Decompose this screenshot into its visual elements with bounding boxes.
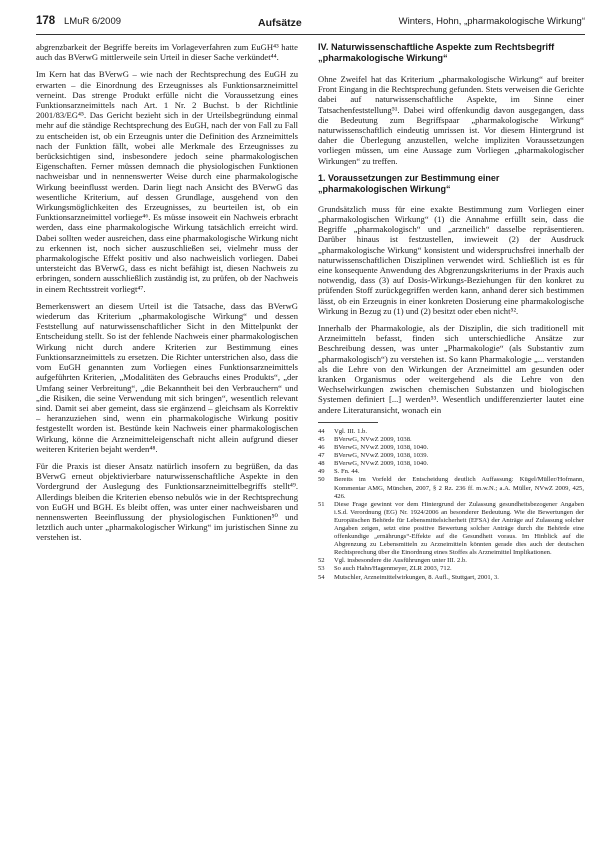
footnote-number: 45 [318,435,325,443]
footnote-number: 47 [318,452,325,460]
footnote-text: BVerwG, NVwZ 2009, 1038, 1039. [334,452,429,460]
paragraph: abgrenzbarkeit der Begriffe bereits im Vorlageverfahren zum EuGH⁴³ hatte auch das BVerwG mittlerweile sein Urteil in dieser Sache verkündet⁴⁴. [36,42,298,63]
footnote-number: 51 [318,500,325,508]
footnote-number: 50 [318,476,325,484]
footnote [318,428,584,436]
footnote-text: So auch Hahn/Hagenmeyer, ZLR 2003, 712. [334,565,452,573]
footnote-number: 46 [318,444,325,452]
paragraph: Bemerkenswert an diesem Urteil ist die Tatsache, dass das BVerwG wiederum das Kriterium „pharmakologische Wirkung“ und dessen Feststellung auf naturwissenschaftlicher Sicht in den Mittelpunkt der Entscheidung stellt. So ist der fehlende Nachweis einer pharmakologischen Wirkung nicht durch andere Kriterien zur Bestimmung eines Funktionsarzneimittels zu ersetzen. Die Richter unterstrichen also, dass die vom EuGH genannten zum Vorliegen eines Funktionsarzneimittels aufgeführten Kriterien, „Modalitäten des Gebrauchs eines Produkts“, „der Umfang seiner Verbreitung“, „die Bekanntheit bei den Verbrauchern“ und „die Risiken, die seine Verwendung mit sich bringen“, wesentlich relevant sind. Damit sei aber gemeint, dass sie ergänzend – gleichsam als Korrektiv – heranzuziehen sind, wenn ein pharmakologische Wirkung positiv festgestellt worden ist. Bestünde kein Nachweis einer pharmakologischen Wirkung, könne die Arzneimitteleigenschaft nicht allein aufgrund dieser weiteren Kriterien bejaht werden⁴⁸. [36,300,298,454]
footnote [318,574,584,582]
footnote-text: Diese Frage gewinnt vor dem Hintergrund der Zulassung gesundheitsbezogener Angaben i.S.d. Verordnung (EG) Nr. 1924/2006 an besonderer Bedeutung. Wie die Bewertungen der Europäischen Behörde für Lebensmittelsicherheit (EFSA) der Anträge auf Zulassung solcher Angaben zeigen, setzt eine positive Bewertung solcher Anträge durch die Behörde eine offenkundige „ernährungs“-Effekte auf die Gesundheit voraus. Im Hinblick auf die Abgrenzung zu Lebensmitteln zu Arzneimitteln könnten gerade dies auch der deutschen Rechtsprechung über die Einordnung eines Stoffes als Arzneimittel Implikationen. [334,500,584,557]
right-column [318,42,584,822]
footnote-text: Vgl. insbesondere die Ausführungen unter III. 2.b. [334,557,467,565]
footnote-text: BVerwG, NVwZ 2009, 1038, 1040. [334,444,429,452]
footnote [318,565,584,573]
subsection-heading: 1. Voraussetzungen zur Bestimmung einer „pharmakologischen Wirkung“ [318,172,500,194]
footnotes [318,428,584,582]
footnote-text: Mutschler, Arzneimittelwirkungen, 8. Aufl., Stuttgart, 2001, 3. [334,573,499,581]
footnote-text: Vgl. III. 1.b. [334,427,367,435]
running-head: Winters, Hohn, „pharmakologische Wirkung“ [398,16,585,27]
section-label: Aufsätze [258,17,302,29]
paragraph: Ohne Zweifel hat das Kriterium „pharmakologische Wirkung“ auf breiter Front Eingang in die Rechtsprechung gefunden. Stets verweisen die Gerichte dabei auf naturwissenschaftliche Aspekte, im Sinne einer Tatsachenfeststellung⁵¹. Dabei wird offenkundig davon ausgegangen, dass die Bedeutung zum Begriffspaar „pharmakologische Wirkung“ naturwissenschaftlich eindeutig umrissen ist. Vor diesem Hintergrund ist daher die Überlegung anzustellen, welche impliziten Voraussetzungen vorliegen müssen, um eine Aussage zum Vorliegen „pharmakologischer Wirkungen“ zu treffen. [318,74,584,166]
footnote-number: 44 [318,427,325,435]
footnote-number: 48 [318,460,325,468]
footnote-number: 54 [318,573,325,581]
left-column [36,42,298,822]
footnote-number: 49 [318,468,325,476]
footnote [318,452,584,460]
footnote-text: BVerwG, NVwZ 2009, 1038. [334,435,412,443]
footnote [318,501,584,558]
footnote-number: 52 [318,557,325,565]
footnote [318,476,584,500]
footnote [318,444,584,452]
paragraph: Grundsätzlich muss für eine exakte Bestimmung zum Vorliegen einer „pharmakologischen Wirkung“ (1) die Annahme erfüllt sein, dass die Begriffe „pharmakologisch“ und „arzneilich“ dasselbe repräsentieren. Darüber hinaus ist festzustellen, inwieweit (2) der Ausdruck „pharmakologische Wirkung“ konsistent und widerspruchsfrei innerhalb der naturwissenschaftlichen Disziplinen verwendet wird. Schließlich ist es für eine konsequente Anwendung des Abgrenzungskriteriums in der Praxis auch notwendig, dass (3) auf Dosis-Wirkungs-Beziehungen für den konkret zu prüfenden Stoff zurückgegriffen werden kann, anhand derer sich bestimmen lässt, ob ein Erzeugnis in einer konkreten Dosierung eine pharmakologische Wirkung in Bezug zu (1) und (2) besitzt oder eben nicht⁵². [318,203,584,316]
page-number: 178 [36,15,56,27]
footnote [318,468,584,476]
paragraph: Im Kern hat das BVerwG – wie nach der Rechtsprechung des EuGH zu erwarten – die Einordnung des Erzeugnisses als Funktionsarzneimittel verneint. Das strenge Produkt erfülle nicht die Voraussetzung eines Funktionsarzneimittels nach Art. 1 Nr. 2 Buchst. b der Richtlinie 2001/83/EG⁴⁵. Das Gericht bezieht sich in der Urteilsbegründung einmal mehr auf die ständige Rechtsprechung des EuGH, nach der von Fall zu Fall zu entscheiden ist, ob ein Erzeugnis unter die Definition des Arzneimittels nach der Funktion fällt, wobei alle Merkmale des Erzeugnisses zu berücksichtigen sind, insbesondere jedoch seine pharmakologischen Eigenschaften. Ferner müssen demnach die physiologischen Funktionen nachweisbar und in nennenswerter Weise durch eine pharmakologische Wirkung beeinflusst werden. Darin liegt nach Ansicht des BVerwG das wesentliche Kriterium, auf dessen Grundlage, ausgehend von den Wirkungsmöglichkeiten des Erzeugnisses, zu beurteilen ist, ob ein Funktionsarzneimittel vorliege⁴⁶. Es müsse insoweit ein Nachweis erbracht werden, dass eine pharmakologische Wirkung tatsächlich erreicht wird. Dabei sollten weder ausreichen, dass eine pharmakologische Wirkung nicht zu erkennen ist, noch sicher auszuschließen sei, vielmehr muss der pharmakologische Effekt positiv und also nachweislich vorliegen. Dabei untersteicht das BVerwG, dass es nicht befähigt ist, diesen Nachweis zu erbringen, sondern ausschließlich zuständig ist, zu prüfen, ob der Nachweis in einem Rechtsstreit vorliegt⁴⁷. [36,69,298,294]
footnote [318,557,584,565]
footnote [318,436,584,444]
footnote-text: BVerwG, NVwZ 2009, 1038, 1040. [334,460,429,468]
paragraph: Innerhalb der Pharmakologie, als der Disziplin, die sich traditionell mit Arzneimitteln befasst, finden sich unterschiedliche Ansätze zur Beschreibung dessen, was unter „Pharmakologie“ (als Substantiv zum „pharmakologisch“) zu verstehen ist. So kann Pharmakologie „... verstanden als die Lehre von den Wirkungen der Arzneimittel am gesunden oder kranken Organismus oder weitergehend als die Lehre von den Wechselwirkungen zwischen chemischen Substanzen und biologischen Systemen definiert [...] werden⁵³. Wesentlich undifferenzierter lautet eine andere Literaturansicht, wonach ein [318,323,584,415]
header-rule [36,34,585,35]
page-header [36,14,585,32]
footnote [318,460,584,468]
journal-issue: LMuR 6/2009 [64,16,122,27]
footnote-text: S. Fn. 44. [334,468,360,476]
paragraph: Für die Praxis ist dieser Ansatz natürlich insofern zu begrüßen, da das BVerwG erneut objektivierbare naturwissenschaftliche Aspekte in den Vordergrund der Auslegung des Funktionsarzneimittelbegriffs stellt⁴⁹. Allerdings bleiben die Kriterien ebenso nebulös wie in der Rechtsprechung von EuGH und BGH. Es bleibt offen, was unter einer nachweisbaren und nennenswerten Beeinflussung der physiologischen Funktionen⁵⁰ und letztlich auch unter „pharmakologischer Wirkung“ im juristischen Sinne zu verstehen ist. [36,460,298,543]
footnote-number: 53 [318,565,325,573]
footnote-text: Bereits im Vorfeld der Entscheidung deutlich Auffassung: Kügel/Müller/Hofmann, Kommentar AMG, München, 2007, § 2 Rz. 236 ff. m.w.N.; a.A. Müller, NVwZ 2009, 425, 426. [334,476,584,500]
footnote-rule [318,422,378,423]
section-heading: IV. Naturwissenschaftliche Aspekte zum Rechtsbegriff „pharmakologische Wirkung“ [318,42,555,63]
